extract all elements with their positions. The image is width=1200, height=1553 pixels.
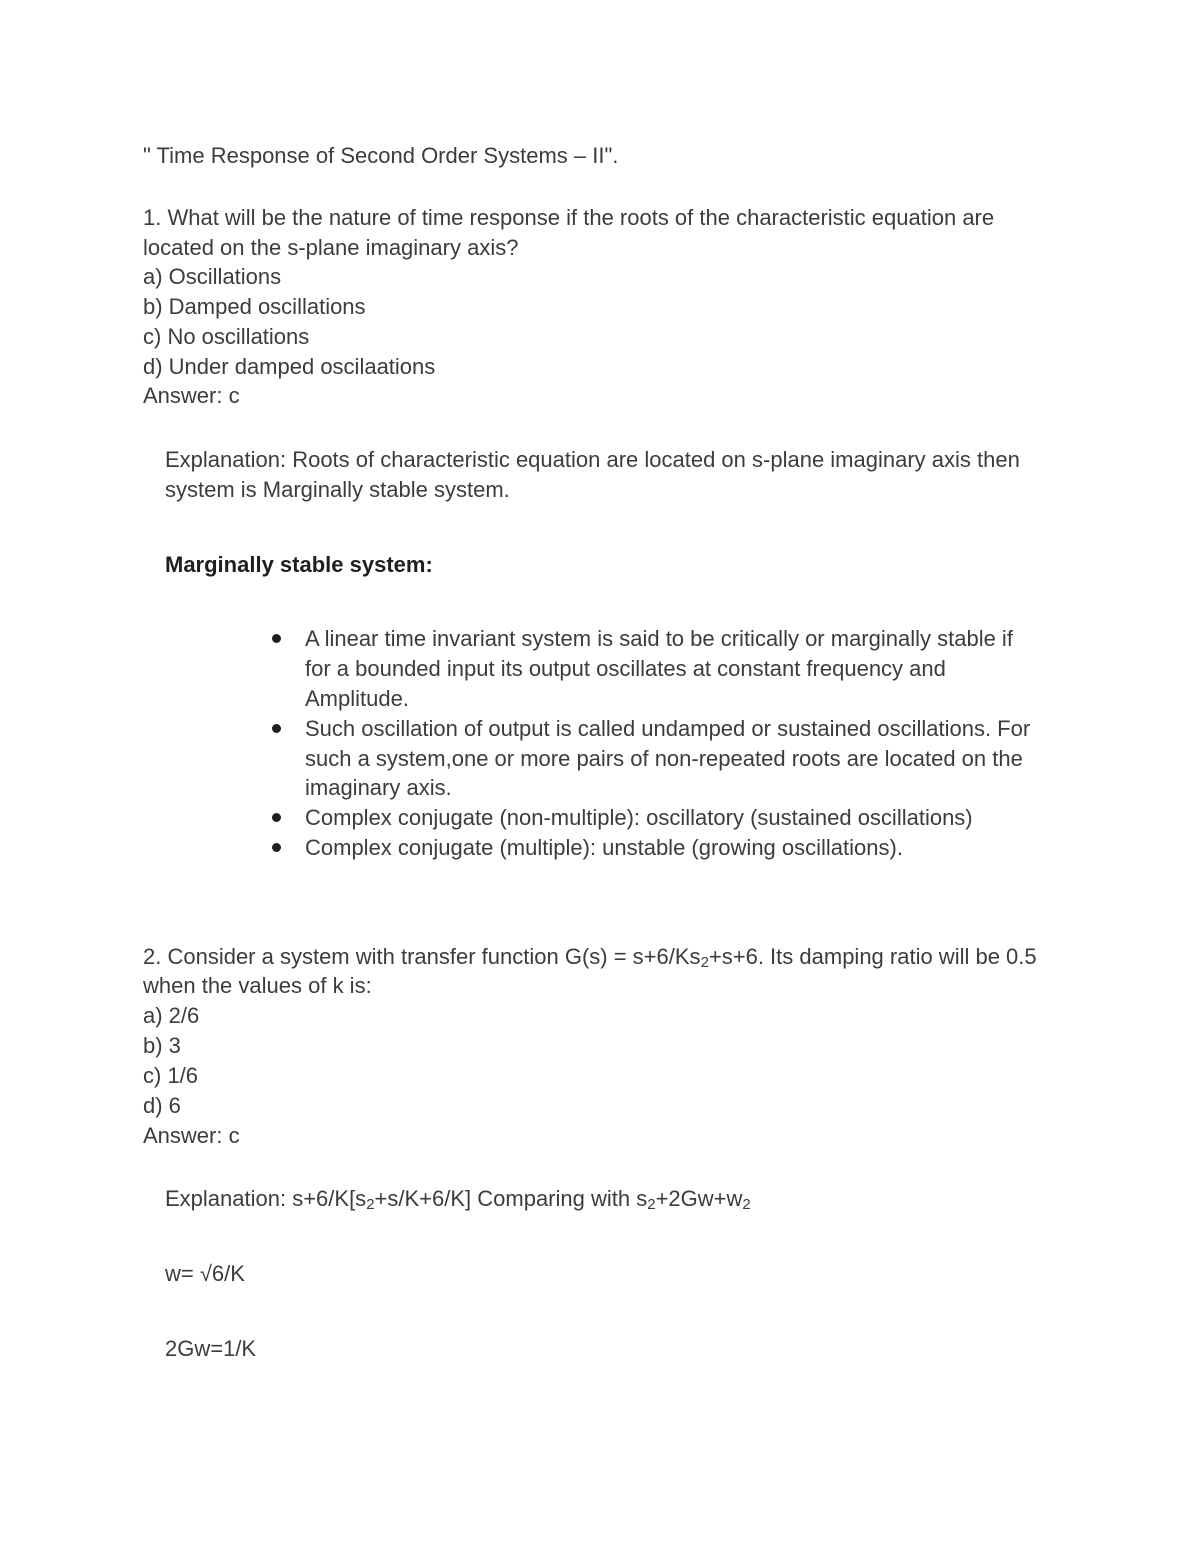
q2-explanation-part-3: +2Gw+w [655,1186,743,1211]
q1-option-d: d) Under damped oscilaations [143,354,436,379]
bullet-2-line-2: such a system,one or more pairs of non-repeated roots are located on the [305,746,1023,771]
q1-answer: Answer: c [143,383,240,408]
q1-option-a: a) Oscillations [143,264,282,289]
q2-question-line-2: when the values of k is: [143,973,372,998]
q1-explanation-line-1: Explanation: Roots of characteristic equation are located on s-plane imaginary axis then [165,447,1020,472]
q1-question-line-1: 1. What will be the nature of time response if the roots of the characteristic equation are [143,205,995,230]
q2-question-part-1: 2. Consider a system with transfer function G(s) = s+6/Ks [143,944,701,969]
q1-question-line-2: located on the s-plane imaginary axis? [143,235,519,260]
bullet-icon [272,843,281,852]
bullet-1-line-1: A linear time invariant system is said to be critically or marginally stable if [305,626,1013,651]
q2-option-c: c) 1/6 [143,1063,199,1088]
q2-explanation-part-1: Explanation: s+6/K[s [165,1186,367,1211]
q2-question-subscript: 2 [700,954,709,971]
bullet-icon [272,724,281,733]
q2-option-b: b) 3 [143,1033,181,1058]
page-title: " Time Response of Second Order Systems – II". [143,143,619,168]
bullet-2-line-1: Such oscillation of output is called undamped or sustained oscillations. For [305,716,1031,741]
q2-explanation [165,1184,751,1217]
bullet-1-line-2: for a bounded input its output oscillates at constant frequency and [305,656,946,681]
bullet-1-line-3: Amplitude. [305,686,409,711]
q2-option-a: a) 2/6 [143,1003,200,1028]
q2-question-part-2: +s+6. Its damping ratio will be 0.5 [708,944,1037,969]
section-heading: Marginally stable system: [165,552,433,577]
q2-equation-2: 2Gw=1/K [165,1336,257,1361]
bullet-3-line-1: Complex conjugate (non-multiple): oscillatory (sustained oscillations) [305,805,973,830]
q1-explanation-line-2: system is Marginally stable system. [165,477,510,502]
q2-explanation-subscript-2: 2 [647,1196,656,1213]
bullet-4-line-1: Complex conjugate (multiple): unstable (growing oscillations). [305,835,903,860]
bullet-icon [272,634,281,643]
bullet-icon [272,813,281,822]
q1-option-b: b) Damped oscillations [143,294,366,319]
q2-option-d: d) 6 [143,1093,181,1118]
q1-option-c: c) No oscillations [143,324,310,349]
q2-explanation-subscript-3: 2 [742,1196,751,1213]
q2-answer: Answer: c [143,1123,240,1148]
q2-equation-1: w= √6/K [165,1261,245,1286]
q2-explanation-subscript-1: 2 [366,1196,375,1213]
bullet-2-line-3: imaginary axis. [305,775,452,800]
q2-explanation-part-2: +s/K+6/K] Comparing with s [374,1186,648,1211]
